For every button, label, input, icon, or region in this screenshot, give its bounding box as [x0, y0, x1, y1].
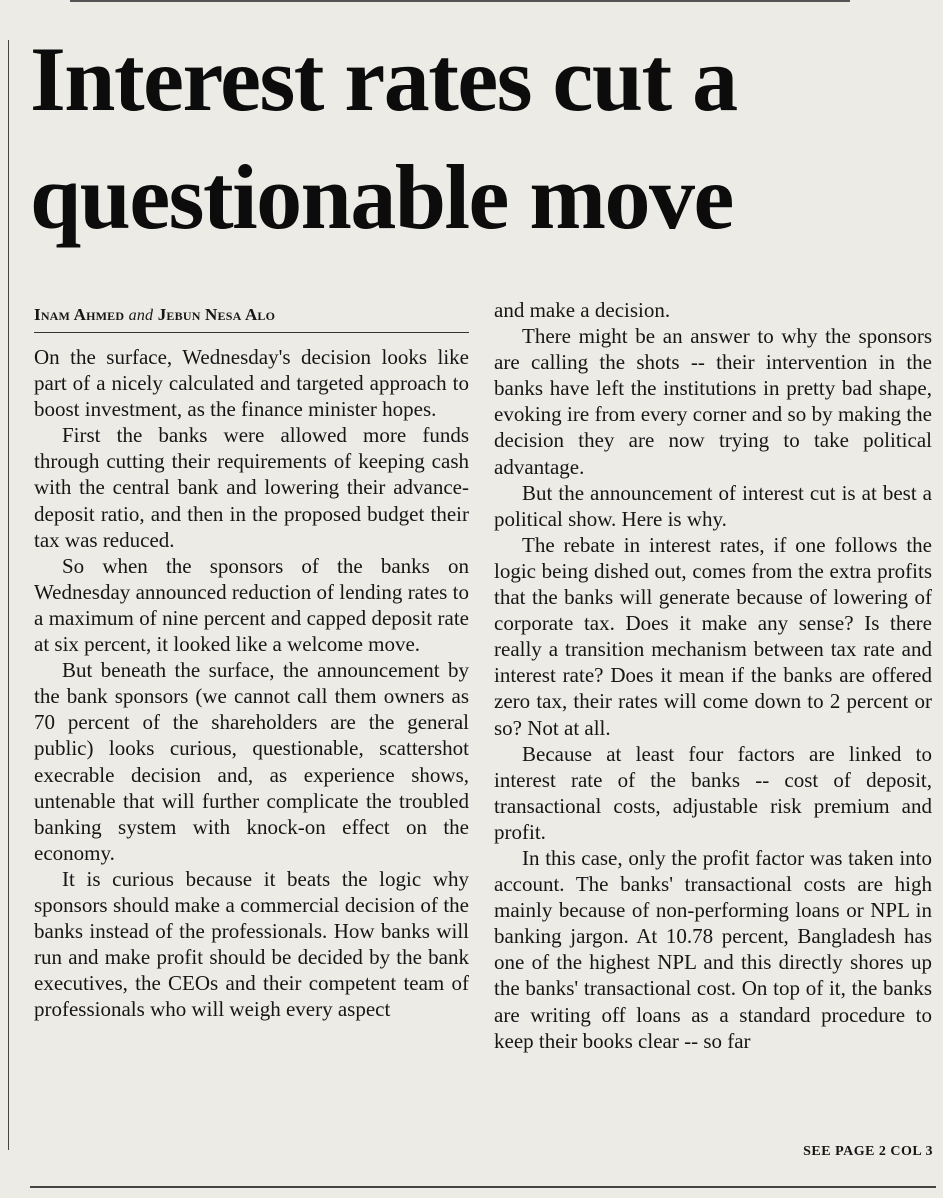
headline [30, 20, 935, 256]
paragraph: The rebate in interest rates, if one follows the logic being dished out, comes from the extra profits that the banks will generate because of lowering of corporate tax. Does it make any sense? Is there really a transition mechanism between tax rate and interest rate? Does it mean if the banks are offered zero tax, their rates will come down to 2 percent or so? Not at all. [494, 532, 932, 740]
paragraph: But the announcement of interest cut is at best a political show. Here is why. [494, 480, 932, 531]
byline-rule [34, 332, 469, 333]
paragraph: So when the sponsors of the banks on Wednesday announced reduction of lending rates to a maximum of nine percent and capped deposit rate at six percent, it looked like a welcome move. [34, 553, 469, 657]
article-column-left [34, 344, 469, 1022]
bottom-rule [30, 1186, 936, 1188]
jump-line: SEE PAGE 2 COL 3 [803, 1144, 933, 1159]
paragraph: Because at least four factors are linked to interest rate of the banks -- cost of deposit, transactional costs, adjustable risk premium and profit. [494, 741, 932, 844]
headline-line-1: Interest rates cut a [30, 28, 737, 130]
paragraph: But beneath the surface, the announcement by the bank sponsors (we cannot call them owners as 70 percent of the shareholders are the general public) looks curious, questionable, scattershot execrable decision and, as experience shows, untenable that will further complicate the troubled banking system with knock-on effect on the economy. [34, 658, 469, 865]
article-column-right [494, 297, 932, 1054]
paragraph: There might be an answer to why the sponsors are calling the shots -- their intervention in the banks have left the institutions in pretty bad shape, evoking ire from every corner and so by making the decision they are now trying to take political advantage. [494, 324, 932, 479]
paragraph: In this case, only the profit factor was taken into account. The banks' transactional costs are high mainly because of non-performing loans or NPL in banking jargon. At 10.78 percent, Bangladesh has one of the highest NPL and this directly shores up the banks' transactional cost. On top of it, the banks are writing off loans as a standard procedure to keep their books clear -- so far [494, 845, 932, 1053]
paragraph: It is curious because it beats the logic why sponsors should make a commercial decision of the banks instead of the professionals. How banks will run and make profit should be decided by the bank executives, the CEOs and their competent team of professionals who will weigh every aspect [34, 866, 469, 1022]
byline [34, 305, 275, 325]
byline-author-1: Inam Ahmed [34, 305, 125, 324]
headline-line-2: questionable move [30, 146, 733, 248]
byline-author-2: Jebun Nesa Alo [157, 305, 276, 324]
byline-conjunction: and [128, 307, 154, 324]
paragraph: On the surface, Wednesday's decision looks like part of a nicely calculated and targeted approach to boost investment, as the finance minister hopes. [34, 345, 469, 422]
column-divider-left [8, 40, 9, 1150]
top-rule [70, 0, 850, 2]
paragraph-continuation: and make a decision. [494, 298, 671, 322]
paragraph: First the banks were allowed more funds through cutting their requirements of keeping cash with the central bank and lowering their advance-deposit ratio, and then in the proposed budget their tax was reduced. [34, 423, 469, 552]
